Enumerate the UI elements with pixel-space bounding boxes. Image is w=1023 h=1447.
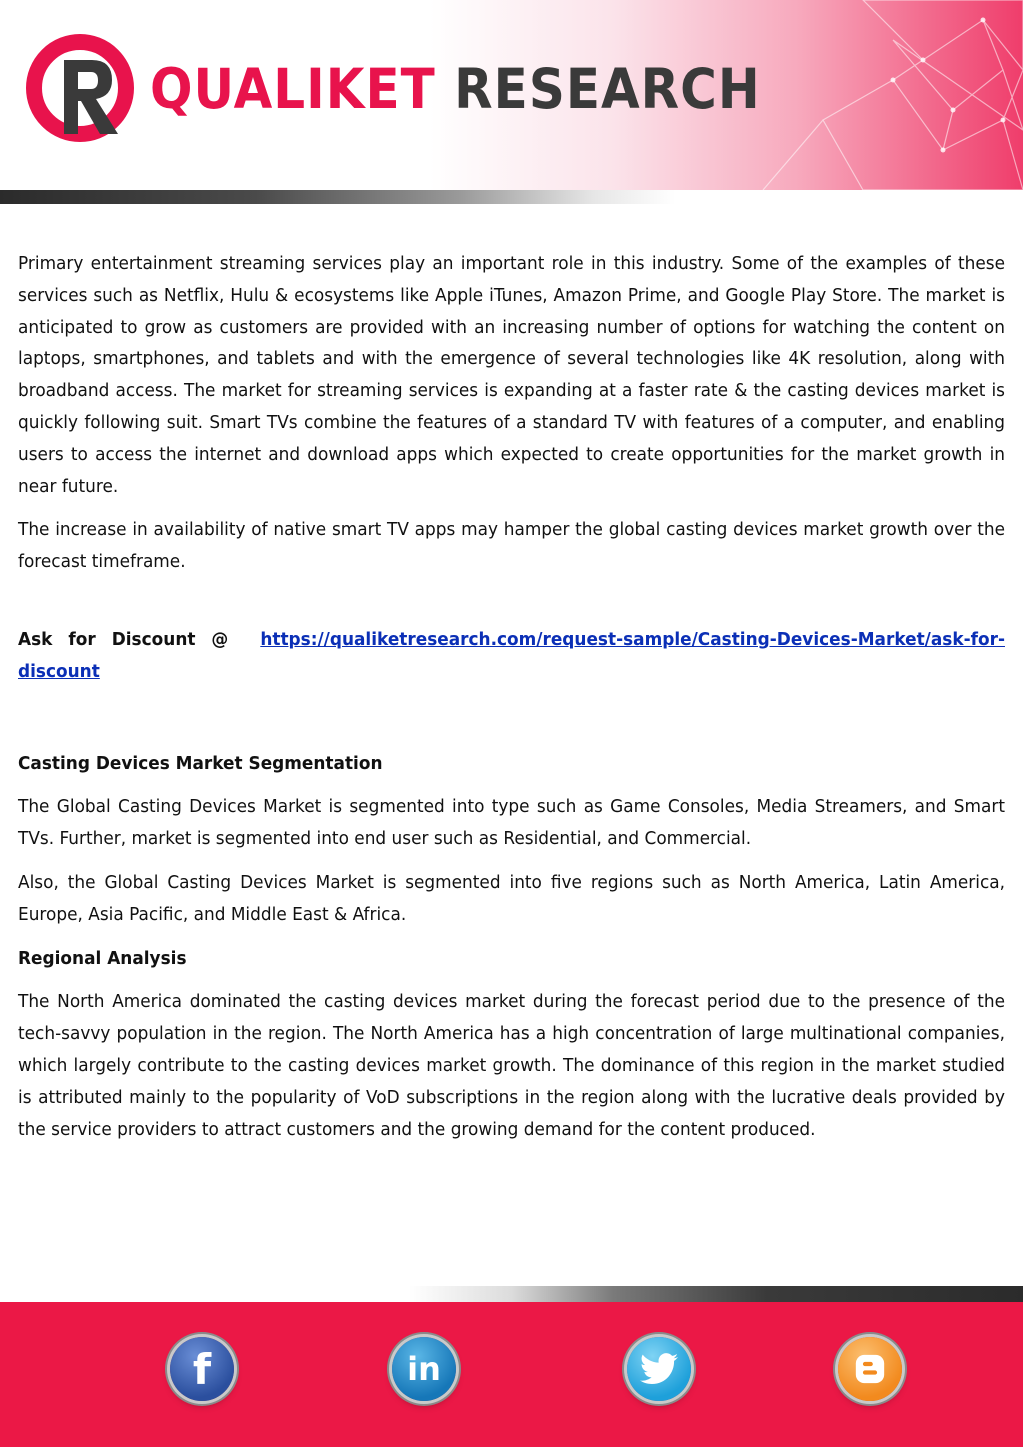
paragraph-segmentation-type: The Global Casting Devices Market is segmented into type such as Game Consoles, Media Streamers, and Smart TVs. Further, market is segmented into end user such as Residential, and Commercial. xyxy=(18,796,1005,850)
linkedin-icon[interactable] xyxy=(392,1337,456,1401)
header-divider-bar xyxy=(0,190,1023,204)
brand-word-research: RESEARCH xyxy=(454,57,761,122)
twitter-icon[interactable] xyxy=(627,1337,691,1401)
paragraph-streaming-services: Primary entertainment streaming services play an important role in this industry. Some of the examples of these services such as Netflix, Hulu & ecosystems like Apple iTunes, Amazon Prime, and Google Play Store. The market is anticipated to grow as customers are provided with an increasing number of options for watching the content on laptops, smartphones, and tablets and with the emergence of several technologies like 4K resolution, along with broadband access. The market for streaming services is expanding at a faster rate & the casting devices market is quickly following suit. Smart TVs combine the features of a standard TV with features of a computer, and enabling users to access the internet and download apps which expected to create opportunities for the market growth in near future. xyxy=(18,253,1005,497)
linkedin-glyph: in xyxy=(407,1350,441,1388)
discount-label: Ask for Discount @ xyxy=(18,628,229,650)
page-footer xyxy=(0,1302,1023,1447)
facebook-icon[interactable] xyxy=(170,1337,234,1401)
footer-divider-bar xyxy=(0,1286,1023,1302)
brand-word-qualiket: QUALIKET xyxy=(150,57,436,122)
paragraph-regional-analysis: The North America dominated the casting devices market during the forecast period due to the presence of the tech-savvy population in the region. The North America has a high concentration of large multinational companies, which largely contribute to the casting devices market growth. The dominance of this region in the market studied is attributed mainly to the popularity of VoD subscriptions in the region along with the lucrative deals provided by the service providers to attract customers and the growing demand for the content produced. xyxy=(18,991,1005,1140)
paragraph-native-apps: The increase in availability of native smart TV apps may hamper the global casting devices market growth over the forecast timeframe. xyxy=(18,519,1005,573)
regional-heading: Regional Analysis xyxy=(18,947,187,969)
blogger-b-icon xyxy=(853,1352,887,1386)
twitter-bird-icon xyxy=(640,1353,678,1385)
discount-line xyxy=(18,624,1005,688)
document-body xyxy=(18,248,1005,1157)
paragraph-segmentation-regions: Also, the Global Casting Devices Market is segmented into five regions such as North America, Latin America, Europe, Asia Pacific, and Middle East & Africa. xyxy=(18,871,1005,925)
brand-wordmark xyxy=(150,57,761,122)
blogger-icon[interactable] xyxy=(838,1337,902,1401)
discount-link[interactable]: https://qualiketresearch.com/request-sample/Casting-Devices-Market/ask-for-discount xyxy=(18,628,1005,682)
page-header xyxy=(0,0,1023,190)
facebook-glyph: f xyxy=(192,1344,212,1394)
segmentation-heading: Casting Devices Market Segmentation xyxy=(18,752,383,774)
qr-logo-icon xyxy=(22,30,142,150)
